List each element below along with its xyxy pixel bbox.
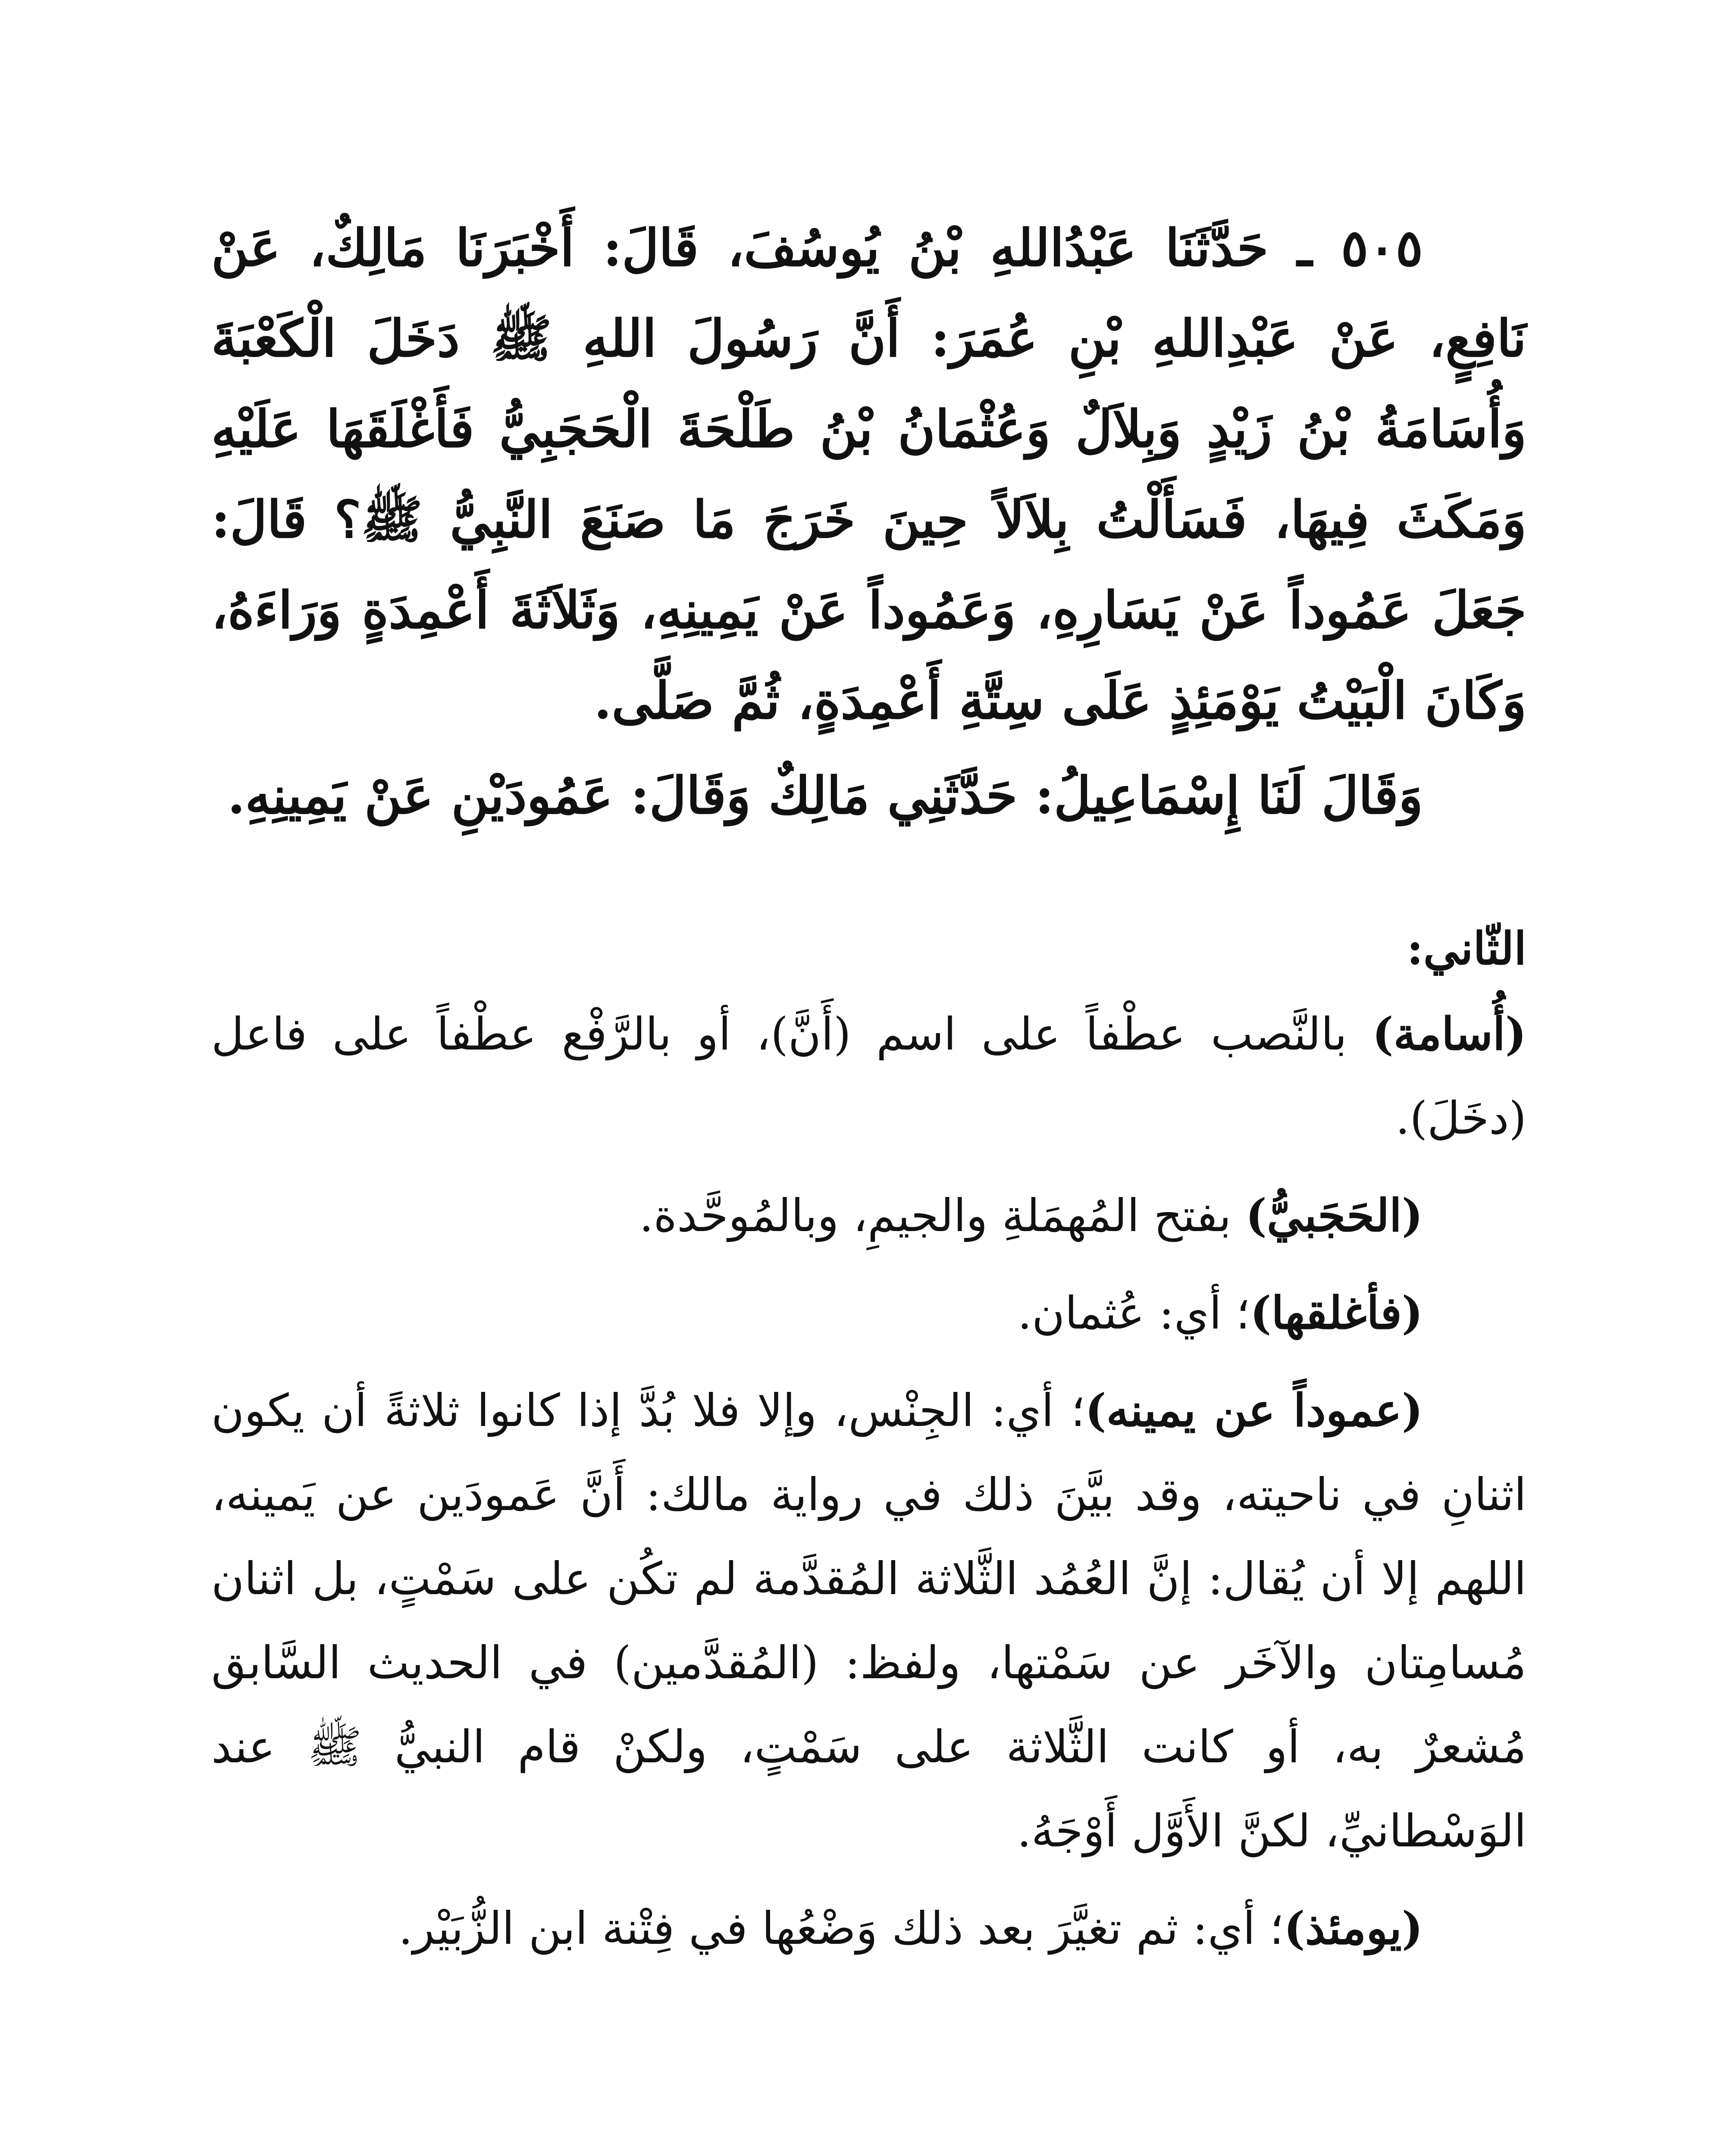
commentary-term: (أُسامة) (1372, 1007, 1526, 1060)
commentary-paragraph (211, 1886, 1526, 1971)
hadith-narration-note: وَقَالَ لَنَا إِسْمَاعِيلُ: حَدَّثَنِي مَالِكٌ وَقَالَ: عَمُودَيْنِ عَنْ يَمِينِهِ. (227, 765, 1423, 825)
commentary-paragraph (211, 1271, 1526, 1355)
commentary-paragraph (211, 992, 1526, 1160)
commentary-text: بفتح المُهمَلةِ والجيمِ، وبالمُوحَّدة. (639, 1189, 1246, 1242)
commentary-text: ؛ أي: الجِنْس، وإلا فلا بُدَّ إذا كانوا ثلاثةً أن يكون اثنانِ في ناحيته، وقد بيَّنَ ذلك في رواية مالك: أَنَّ عَمودَين عن يَمينه، اللهم إلا أن يُقال: إنَّ العُمُد الثَّلاثة المُقدَّمة لم تكُن على سَمْتٍ، بل اثنان مُسامِتان والآخَر عن سَمْتها، ولفظ: (المُقدَّمين) في الحديث السَّابق مُشعرٌ به، أو كانت الثَّلاثة على سَمْتٍ، ولكنْ قام النبيُّ ﷺ عند الوَسْطانيِّ، لكنَّ الأَوَّل أَوْجَهُ. (211, 1384, 1527, 1857)
hadith-text: ٥٠٥ ـ حَدَّثَنَا عَبْدُاللهِ بْنُ يُوسُفَ، قَالَ: أَخْبَرَنَا مَالِكٌ، عَنْ نَافِعٍ، عَنْ عَبْدِاللهِ بْنِ عُمَرَ: أَنَّ رَسُولَ اللهِ ﷺ دَخَلَ الْكَعْبَةَ وَأُسَامَةُ بْنُ زَيْدٍ وَبِلاَلٌ وَعُثْمَانُ بْنُ طَلْحَةَ الْحَجَبِيُّ فَأَغْلَقَهَا عَلَيْهِ وَمَكَثَ فِيهَا، فَسَأَلْتُ بِلاَلاً حِينَ خَرَجَ مَا صَنَعَ النَّبِيُّ ﷺ؟ قَالَ: جَعَلَ عَمُوداً عَنْ يَسَارِهِ، وَعَمُوداً عَنْ يَمِينِهِ، وَثَلاَثَةَ أَعْمِدَةٍ وَرَاءَهُ، وَكَانَ الْبَيْتُ يَوْمَئِذٍ عَلَى سِتَّةِ أَعْمِدَةٍ، ثُمَّ صَلَّى. (211, 218, 1526, 730)
section-label: الثّاني: (1407, 922, 1526, 975)
commentary-term: (فأغلقها) (1250, 1286, 1423, 1339)
commentary-term: (الحَجَبيُّ) (1245, 1189, 1423, 1242)
commentary-term: (يومئذ) (1284, 1902, 1423, 1955)
commentary-text: ؛ أي: ثم تغيَّرَ بعد ذلك وَضْعُها في فِتْنة ابن الزُّبَيْر. (398, 1902, 1284, 1955)
page-body (211, 203, 1526, 1971)
commentary-text: بالنَّصب عطْفاً على اسم (أَنَّ)، أو بالرَّفْع عطْفاً على فاعل (دخَلَ). (211, 1008, 1526, 1144)
commentary-paragraph (211, 1173, 1526, 1258)
commentary-text: ؛ أي: عُثمان. (1017, 1287, 1250, 1339)
commentary-term: (عموداً عن يمينه) (1085, 1384, 1423, 1437)
commentary-paragraph (211, 1368, 1526, 1873)
